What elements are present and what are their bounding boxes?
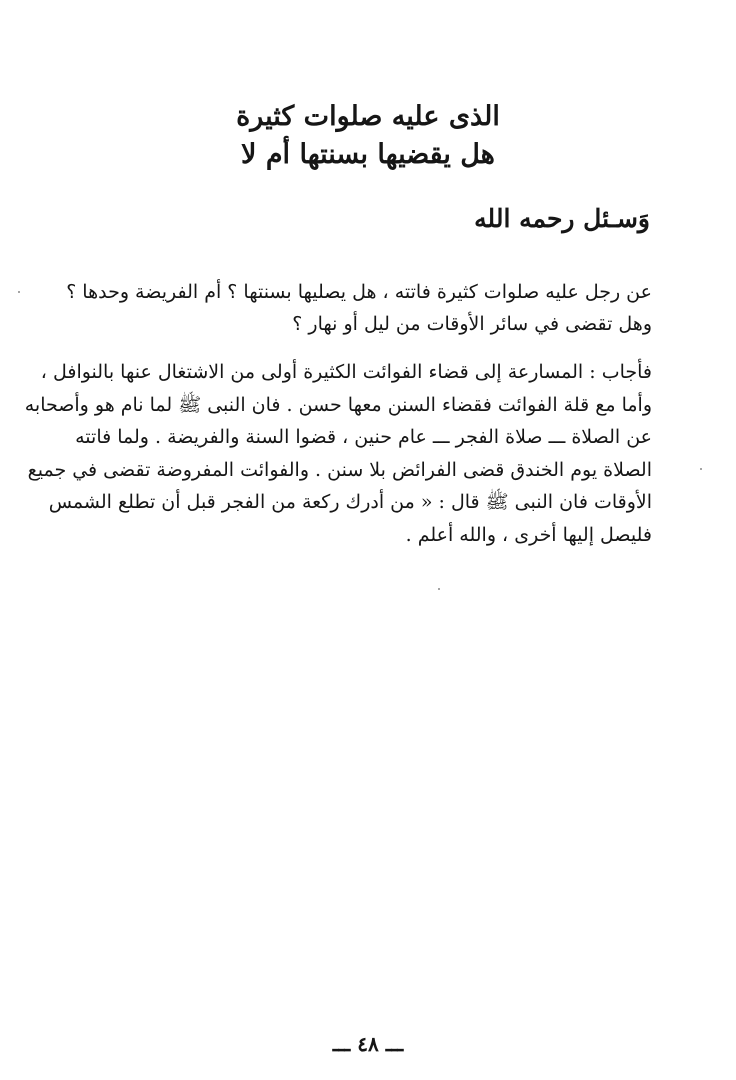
answer-line: الصلاة يوم الخندق قضى الفرائض بلا سنن . والفوائت المفروضة تقضى في جميع — [27, 458, 652, 481]
scan-speck — [18, 291, 20, 293]
asked-heading: وَسـئل رحمه الله — [474, 204, 650, 233]
page-number: ـــ ٤٨ ـــ — [332, 1032, 404, 1056]
answer-line: وأما مع قلة الفوائت فقضاء السنن معها حسن . فان النبى ﷺ لما نام هو وأصحابه — [24, 393, 652, 416]
answer-line: عن الصلاة ـــ صلاة الفجر ـــ عام حنين ، قضوا السنة والفريضة . ولما فاتته — [75, 426, 652, 448]
answer-line: فأجاب : المسارعة إلى قضاء الفوائت الكثيرة أولى من الاشتغال عنها بالنوافل ، — [40, 361, 652, 383]
answer-line: الأوقات فان النبى ﷺ قال : « من أدرك ركعة من الفجر قبل أن تطلع الشمس — [48, 491, 652, 513]
title-line-2: هل يقضيها بسنتها أم لا — [241, 139, 495, 170]
question-line: عن رجل عليه صلوات كثيرة فاتته ، هل يصليها بسنتها ؟ أم الفريضة وحدها ؟ — [66, 281, 652, 303]
answer-line: فليصل إليها أخرى ، والله أعلم . — [405, 523, 652, 546]
answer-paragraph — [24, 356, 652, 551]
question-line: وهل تقضى في سائر الأوقات من ليل أو نهار ؟ — [292, 313, 652, 335]
title-line-1: الذى عليه صلوات كثيرة — [236, 101, 500, 132]
scan-speck — [700, 468, 702, 470]
chapter-title — [0, 98, 736, 174]
scan-speck — [438, 588, 440, 590]
question-paragraph — [66, 276, 652, 340]
